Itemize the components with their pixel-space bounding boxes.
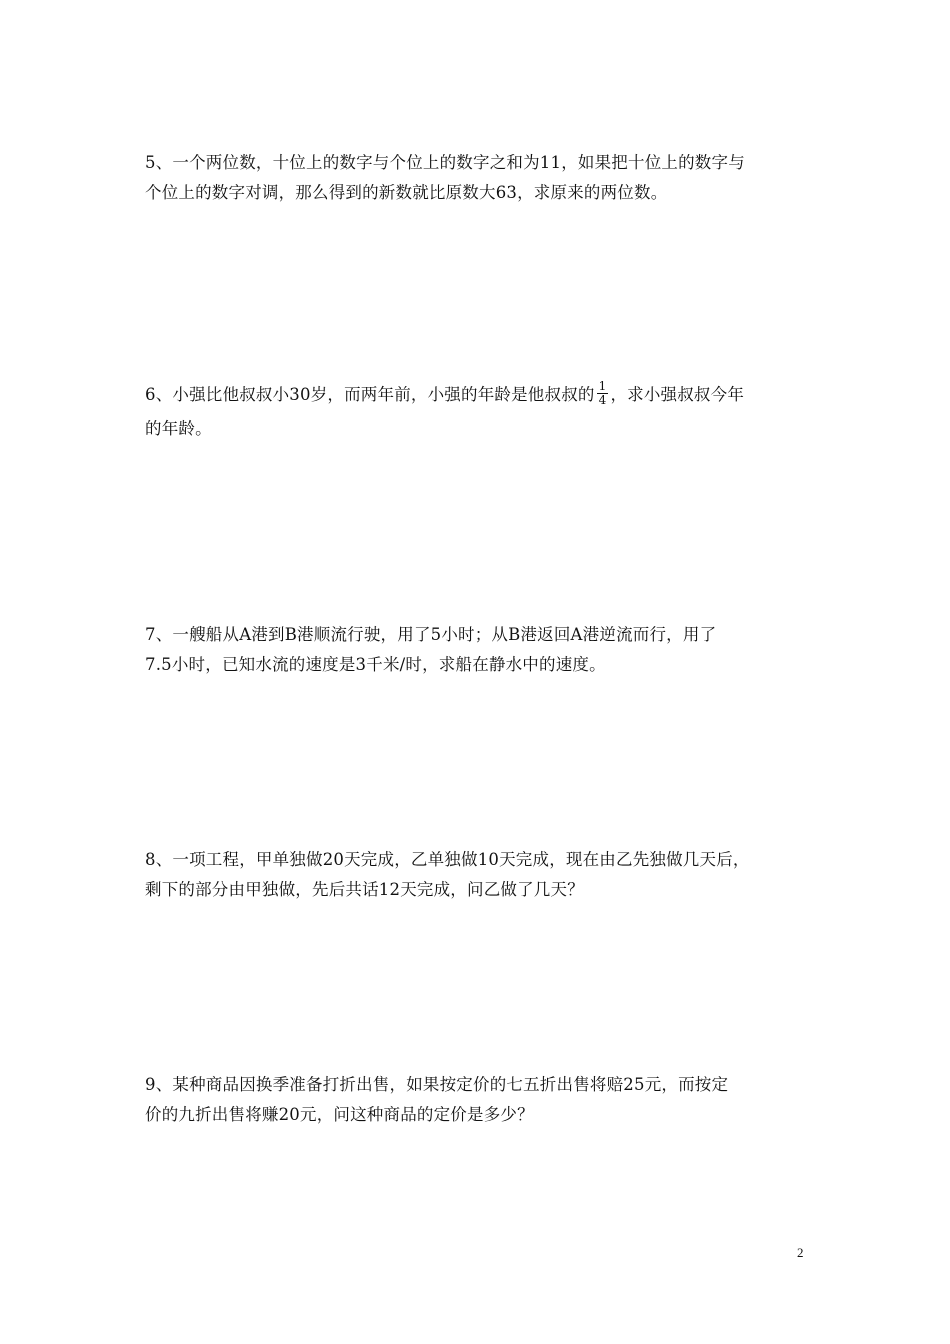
problem-7-line-1: 7、一艘船从A港到B港顺流行驶，用了5小时；从B港返回A港逆流而行，用了 bbox=[145, 625, 717, 644]
problem-6-line-2: 的年龄。 bbox=[145, 419, 212, 438]
problem-8-line-1: 8、一项工程，甲单独做20天完成，乙单独做10天完成，现在由乙先独做几天后， bbox=[145, 850, 750, 869]
problem-6-line-1 bbox=[145, 380, 810, 410]
problem-6 bbox=[145, 380, 810, 444]
problem-9-line-1: 9、某种商品因换季准备打折出售，如果按定价的七五折出售将赔25元，而按定 bbox=[145, 1075, 729, 1094]
problem-5-line-2: 个位上的数字对调，那么得到的新数就比原数大63，求原来的两位数。 bbox=[145, 183, 668, 202]
problem-9 bbox=[145, 1070, 810, 1130]
fraction-numerator: 1 bbox=[598, 379, 607, 393]
page-number: 2 bbox=[797, 1245, 804, 1260]
problem-6-text-before-fraction: 6、小强比他叔叔小30岁，而两年前，小强的年龄是他叔叔的 bbox=[145, 385, 595, 404]
problem-8-line-2: 剩下的部分由甲独做，先后共话12天完成，问乙做了几天？ bbox=[145, 880, 584, 899]
problem-5-line-1: 5、一个两位数，十位上的数字与个位上的数字之和为11，如果把十位上的数字与 bbox=[145, 153, 745, 172]
problem-8 bbox=[145, 845, 810, 905]
problem-7-line-2: 7.5小时，已知水流的速度是3千米/时，求船在静水中的速度。 bbox=[145, 655, 606, 674]
fraction bbox=[597, 380, 609, 407]
fraction-denominator: 4 bbox=[598, 393, 607, 407]
problem-6-text-after-fraction: ，求小强叔叔今年 bbox=[610, 385, 745, 404]
problem-9-line-2: 价的九折出售将赚20元，问这种商品的定价是多少？ bbox=[145, 1105, 534, 1124]
problem-5 bbox=[145, 148, 810, 208]
problem-7 bbox=[145, 620, 810, 680]
